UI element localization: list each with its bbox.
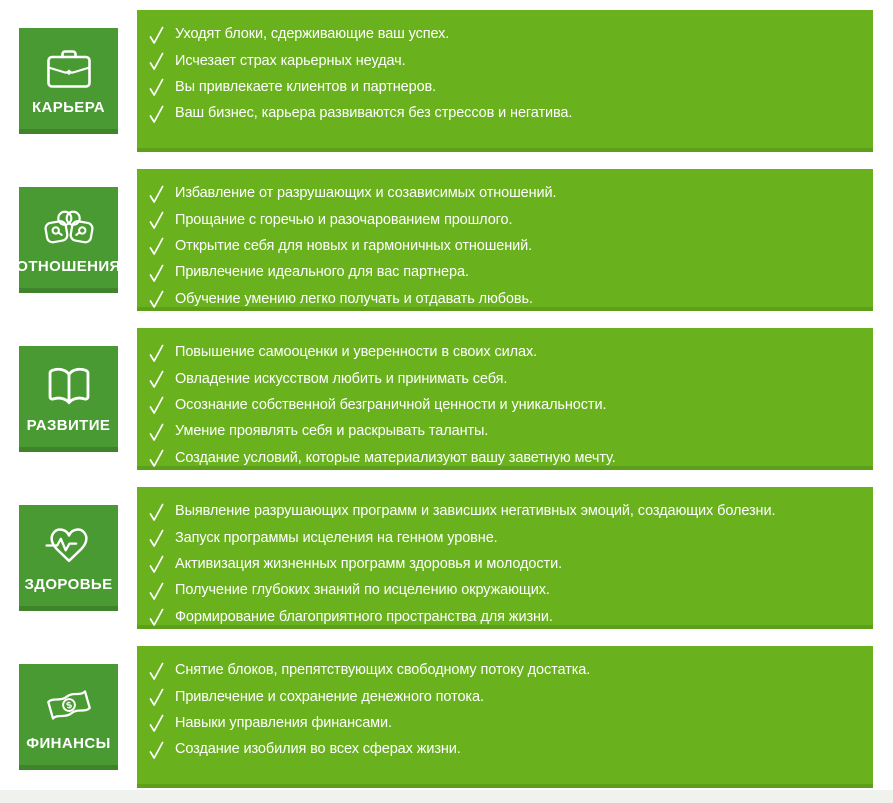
check-icon <box>149 78 164 97</box>
check-icon <box>149 211 164 230</box>
list-item <box>146 48 855 74</box>
list-item-text: Формирование благоприятного пространства для жизни. <box>175 608 553 625</box>
list-item <box>146 393 855 419</box>
category-label: ОТНОШЕНИЯ <box>16 258 121 275</box>
category-label: РАЗВИТИЕ <box>26 417 111 434</box>
benefits-panel <box>137 487 873 629</box>
check-icon <box>149 185 164 204</box>
list-item <box>146 207 855 233</box>
list-item-text: Создание условий, которые материализуют вашу заветную мечту. <box>175 449 616 466</box>
list-item-text: Овладение искусством любить и принимать себя. <box>175 370 508 387</box>
section <box>19 10 873 152</box>
heart-pulse-icon <box>43 525 95 567</box>
list-item <box>146 22 855 48</box>
check-icon <box>149 237 164 256</box>
section <box>19 328 873 470</box>
check-icon <box>149 449 164 468</box>
list-item-text: Прощание с горечью и разочарованием прошлого. <box>175 211 513 228</box>
list-item-text: Снятие блоков, препятствующих свободному потоку достатка. <box>175 662 591 679</box>
category-badge <box>19 505 118 611</box>
list-item <box>146 711 855 737</box>
list-item <box>146 260 855 286</box>
list-item <box>146 419 855 445</box>
banknote-icon <box>43 684 95 726</box>
check-icon <box>149 264 164 283</box>
category-badge <box>19 28 118 134</box>
list-item <box>146 366 855 392</box>
list-item-text: Повышение самооценки и уверенности в своих силах. <box>175 344 538 361</box>
section <box>16 169 873 311</box>
list-item-text: Обучение умению легко получать и отдавать любовь. <box>175 290 533 307</box>
list-item-text: Вы привлекаете клиентов и партнеров. <box>175 79 437 95</box>
list-item <box>146 234 855 260</box>
check-icon <box>149 344 164 363</box>
list-item-text: Навыки управления финансами. <box>175 715 392 731</box>
benefits-panel <box>137 328 873 470</box>
category-badge <box>16 187 121 293</box>
check-icon <box>149 741 164 760</box>
list-item <box>146 446 855 472</box>
list-item <box>146 658 855 684</box>
category-badge <box>19 346 118 452</box>
list-item <box>146 101 855 127</box>
check-icon <box>149 105 164 124</box>
benefits-panel <box>137 646 873 788</box>
check-icon <box>149 423 164 442</box>
list-item <box>146 287 855 313</box>
list-item-text: Умение проявлять себя и раскрывать таланты. <box>175 423 489 440</box>
list-item <box>146 578 855 604</box>
list-item <box>146 525 855 551</box>
list-item <box>146 737 855 763</box>
list-item <box>146 340 855 366</box>
check-icon <box>149 582 164 601</box>
list-item-text: Создание изобилия во всех сферах жизни. <box>175 741 461 758</box>
list-item-text: Избавление от разрушающих и созависимых отношений. <box>175 185 557 202</box>
list-item-text: Привлечение и сохранение денежного потока. <box>175 688 484 705</box>
list-item <box>146 181 855 207</box>
check-icon <box>149 608 164 627</box>
book-icon <box>43 366 95 408</box>
briefcase-icon <box>43 48 95 90</box>
list-item-text: Запуск программы исцеления на генном уровне. <box>175 529 498 546</box>
benefits-panel <box>137 169 873 311</box>
list-item-text: Выявление разрушающих программ и зависших негативных эмоций, создающих болезни. <box>175 503 776 520</box>
list-item <box>146 684 855 710</box>
check-icon <box>149 529 164 548</box>
check-icon <box>149 370 164 389</box>
bottom-strip <box>0 790 893 803</box>
category-label: КАРЬЕРА <box>31 99 106 116</box>
list-item <box>146 499 855 525</box>
list-item-text: Осознание собственной безграничной ценности и уникальности. <box>175 397 607 413</box>
category-badge <box>19 664 118 770</box>
check-icon <box>149 396 164 415</box>
list-item <box>146 75 855 101</box>
section <box>19 487 873 629</box>
list-item-text: Ваш бизнес, карьера развиваются без стрессов и негатива. <box>175 105 573 122</box>
check-icon <box>149 555 164 574</box>
section <box>19 646 873 788</box>
list-item-text: Привлечение идеального для вас партнера. <box>175 264 469 281</box>
category-label: ФИНАНСЫ <box>26 735 111 752</box>
benefits-panel <box>137 10 873 152</box>
check-icon <box>149 290 164 309</box>
check-icon <box>149 662 164 681</box>
list-item-text: Получение глубоких знаний по исцелению окружающих. <box>175 582 550 599</box>
list-item-text: Активизация жизненных программ здоровья и молодости. <box>175 556 562 572</box>
list-item <box>146 605 855 631</box>
check-icon <box>149 688 164 707</box>
check-icon <box>149 714 164 733</box>
check-icon <box>149 26 164 45</box>
list-item-text: Открытие себя для новых и гармоничных отношений. <box>175 238 533 254</box>
list-item-text: Уходят блоки, сдерживающие ваш успех. <box>175 26 450 43</box>
check-icon <box>149 52 164 71</box>
list-item <box>146 552 855 578</box>
list-item-text: Исчезает страх карьерных неудач. <box>175 52 406 69</box>
locks-icon <box>43 207 95 249</box>
category-label: ЗДОРОВЬЕ <box>24 576 113 593</box>
check-icon <box>149 503 164 522</box>
